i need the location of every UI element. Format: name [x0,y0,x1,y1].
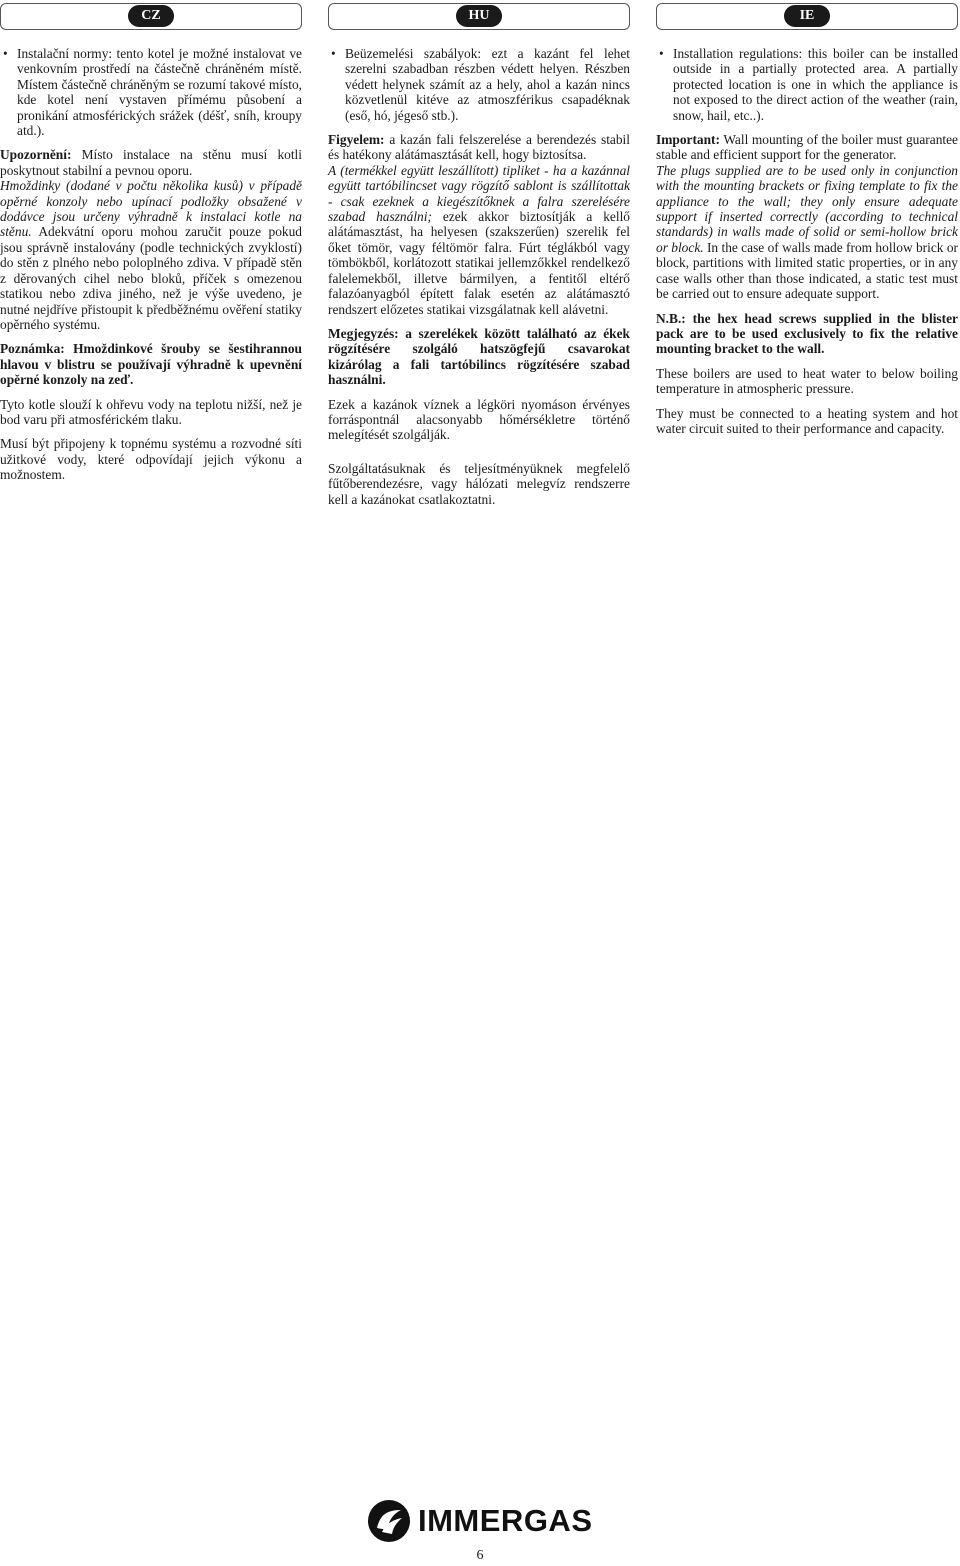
bullet-installation-regulations [0,46,302,138]
purpose-paragraph: Ezek a kazánok víznek a légköri nyomáson érvényes forráspontnál alacsonyabb hőmérsékletre történő melegítését szolgálják. [328,396,630,443]
warning-label: Important: [656,132,720,148]
note-paragraph: N.B.: the hex head screws supplied in the blister pack are to be used exclusively to fix the relative mounting bracket to the wall. [656,310,958,357]
warning-paragraph [328,132,630,317]
note-paragraph: Poznámka: Hmoždinkové šrouby se šestihrannou hlavou v blistru se používají výhradně k upevnění opěrné konzoly na zeď. [0,341,302,388]
warning-rest-text: In the case of walls made from hollow brick or block, partitions with limited static properties, or in any case walls other than those indicated, a static test must be carried out to ensure adequate support. [656,239,958,302]
column-hu [328,0,630,516]
connection-paragraph: Musí být připojeny k topnému systému a rozvodné síti užitkové vody, které odpovídají jejich výkonu a možnostem. [0,436,302,483]
warning-label: Figyelem: [328,132,385,148]
bullet-installation-regulations [328,46,630,123]
note-paragraph: Megjegyzés: a szerelékek között található az ékek rögzítésére szolgáló hatszögfejű csavarokat kizárólag a fali tartóbilincs rögzítésére szabad használni. [328,325,630,388]
warning-paragraph [656,132,958,301]
language-badge-cz: CZ [128,5,174,27]
content-hu [328,46,630,507]
content-cz [0,46,302,483]
connection-paragraph: Szolgáltatásuknak és teljesítményüknek megfelelő fűtőberendezésre, vagy hálózati melegvíz rendszerre kell a kazánokat csatlakoztatni. [328,460,630,507]
language-badge-hu: HU [456,5,502,27]
language-tab-cz [0,3,302,30]
immergas-logo-icon [366,1498,412,1544]
warning-italic-text: Hmoždinky (dodané v počtu několika kusů) v případě opěrné konzoly nebo upínací podložky obsažené v dodávce jsou určeny výhradně k instalaci kotle na stěnu. [0,178,302,240]
warning-paragraph [0,147,302,332]
warning-text: Místo instalace na stěnu musí kotli poskytnout stabilní a pevnou oporu. [0,147,302,178]
warning-italic-text: A (termékkel együtt leszállított) tipliket - ha a kazánnal együtt tartóbilincset vagy rögzítő sablont is szállítottak - csak ezeknek a kiegészítőknek a falra szerelésére szabad használni; [328,162,630,225]
page-number: 6 [476,1548,484,1563]
column-ie [656,0,958,445]
connection-paragraph: They must be connected to a heating system and hot water circuit suited to their performance and capacity. [656,405,958,436]
language-badge-ie: IE [784,5,830,27]
warning-italic-text: The plugs supplied are to be used only in conjunction with the mounting brackets or fixing template to fix the appliance to the wall; they only ensure adequate support if inserted correctly (according to technical standards) in walls made of solid or semi-hollow brick or block. [656,162,958,255]
warning-label: Upozornění: [0,147,72,163]
brand-name: IMMERGAS [418,1503,593,1538]
warning-rest-text: Adekvátní oporu mohou zaručit pouze pokud jsou správně instalovány (podle technických zvyklostí) do stěn z plného nebo poloplného zdiva. V případě stěn z děrovaných cihel nebo bloků, příček s omezenou statikou nebo zdiva jiného, než je výše uvedeno, je nutné nejdříve přistoupit k předběžnému ověření statiky opěrného systému. [0,224,302,332]
warning-text: a kazán fali felszerelése a berendezés stabil és hatékony alátámasztását kell, hogy biztosítsa. [328,132,630,163]
purpose-paragraph: These boilers are used to heat water to below boiling temperature in atmospheric pressure. [656,365,958,397]
bullet-dot-icon: • [331,46,336,61]
content-ie [656,46,958,436]
warning-rest-text: ezek akkor biztosítják a kellő alátámasztást, ha helyesen (szakszerűen) szerelik fel őket tömör, vagy féltömör falra. Fúrt téglákból vagy tömbökből, korlátozott statikai jellemzőkkel rendelkező falelemekből, illetve bármilyen, a fentitől eltérő falazóanyagból épített falak esetén az alátámasztó rendszert előzetes statikai vizsgálatnak kell alávetni. [328,209,630,317]
warning-text: Wall mounting of the boiler must guarantee stable and efficient support for the generator. [656,132,958,163]
column-cz [0,0,302,492]
brand-logo [366,1498,594,1544]
installation-regulations-text: Beüzemelési szabályok: ezt a kazánt fel lehet szerelni szabadban részben védett helyen. Részben védett helynek számít az a hely, ahol a kazán nincs közvetlenül kitéve az atmoszférikus csapadéknak (eső, hó, jégeső stb.). [345,46,630,123]
language-tab-hu [328,3,630,30]
purpose-paragraph: Tyto kotle slouží k ohřevu vody na teplotu nižší, než je bod varu při atmosférickém tlaku. [0,396,302,427]
installation-regulations-text: Instalační normy: tento kotel je možné instalovat ve venkovním prostředí na částečně chráněném místě. Místem částečně chráněným se rozumí takové místo, kde kotel není vystaven přímému působení a pronikání atmosférických srážek (déšť, sníh, kroupy atd.). [17,46,302,139]
bullet-dot-icon: • [3,46,8,61]
bullet-dot-icon: • [659,46,664,61]
language-tab-ie [656,3,958,30]
installation-regulations-text: Installation regulations: this boiler can be installed outside in a partially protected area. A partially protected location is one in which the appliance is not exposed to the direct action of the weather (rain, snow, hail, etc..). [673,46,958,123]
bullet-installation-regulations [656,46,958,123]
